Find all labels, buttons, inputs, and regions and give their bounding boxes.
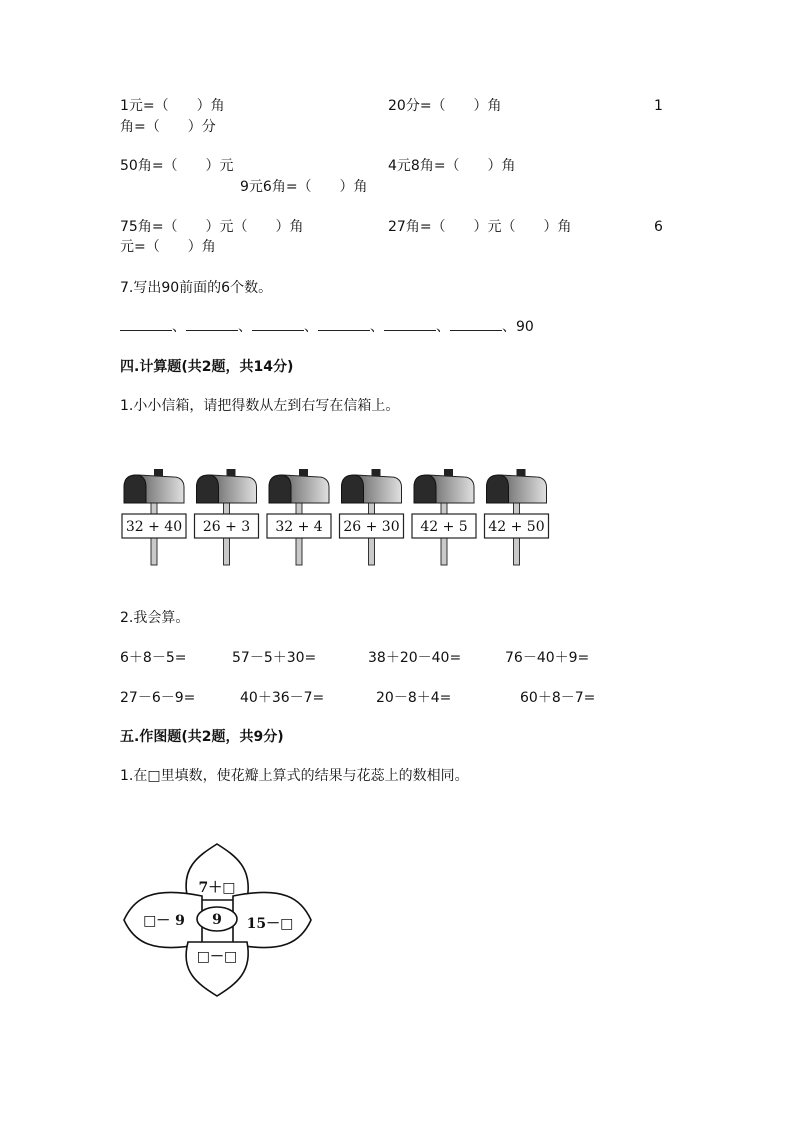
- mailbox-flag: [444, 469, 453, 476]
- mailbox-door: [124, 475, 146, 503]
- q5-1-text: 1.在□里填数，使花瓣上算式的结果与花蕊上的数相同。: [120, 768, 469, 784]
- mailbox-expression: 42 + 5: [420, 519, 468, 535]
- mailbox: [267, 469, 331, 565]
- calc-r1-c3: 38＋20－40=: [368, 650, 462, 666]
- answer-blank[interactable]: [252, 318, 304, 331]
- mailbox-expression: 26 + 30: [343, 519, 400, 535]
- calc-r2-c4: 60＋8－7=: [520, 690, 596, 706]
- money-r1-a: 1元=（ ）角: [120, 98, 225, 114]
- separator: 、: [172, 319, 186, 335]
- money-r1-c1: 1: [654, 98, 663, 114]
- mailbox-expression: 32 + 4: [275, 519, 323, 535]
- section-5-title: 五.作图题(共2题，共9分): [120, 729, 284, 745]
- q7-answer-line: [120, 318, 534, 336]
- mailbox: [412, 469, 476, 565]
- mailbox-row: [118, 465, 558, 575]
- mailbox-flag: [227, 469, 236, 476]
- q4-2-text: 2.我会算。: [120, 610, 190, 626]
- final-number: 90: [516, 319, 534, 335]
- mailbox-door: [269, 475, 291, 503]
- mailbox-expression: 26 + 3: [202, 519, 251, 535]
- money-r2-a: 50角=（ ）元: [120, 158, 234, 174]
- mailbox-door: [342, 475, 364, 503]
- petal-right-text: 15－□: [246, 916, 294, 932]
- mailbox: [122, 469, 186, 565]
- calc-r2-c1: 27－6－9=: [120, 690, 196, 706]
- mailbox-expression: 32 + 40: [125, 519, 183, 535]
- petal-bottom-text: □－□: [196, 949, 238, 965]
- q4-1-text: 1.小小信箱，请把得数从左到右写在信箱上。: [120, 398, 400, 414]
- flower-diagram: [120, 838, 315, 1003]
- separator: 、: [436, 319, 450, 335]
- calc-r1-c1: 6＋8－5=: [120, 650, 187, 666]
- calc-r1-c4: 76－40＋9=: [505, 650, 590, 666]
- answer-blank[interactable]: [450, 318, 502, 331]
- mailbox-door: [487, 475, 509, 503]
- calc-r1-c2: 57－5＋30=: [232, 650, 317, 666]
- money-r2-c: 9元6角=（ ）角: [240, 179, 368, 195]
- mailbox-flag: [517, 469, 526, 476]
- petal-left-text: □－ 9: [143, 913, 185, 929]
- money-r1-b: 20分=（ ）角: [388, 98, 502, 114]
- mailbox: [485, 469, 549, 565]
- mailbox-door: [414, 475, 436, 503]
- petal-top-text: 7＋□: [198, 880, 236, 896]
- money-r3-b: 27角=（ ）元（ ）角: [388, 219, 572, 235]
- mailbox-expression: 42 + 50: [488, 519, 545, 535]
- separator: 、: [304, 319, 318, 335]
- mailbox: [340, 469, 404, 565]
- money-r2-b: 4元8角=（ ）角: [388, 158, 516, 174]
- calc-r2-c3: 20－8＋4=: [376, 690, 452, 706]
- mailbox-flag: [372, 469, 381, 476]
- money-r3-c2: 元=（ ）角: [120, 239, 216, 255]
- answer-blank[interactable]: [186, 318, 238, 331]
- mailbox-door: [197, 475, 219, 503]
- flower-center-number: 9: [212, 912, 222, 928]
- separator: 、: [238, 319, 252, 335]
- money-r3-a: 75角=（ ）元（ ）角: [120, 219, 304, 235]
- separator: 、: [370, 319, 384, 335]
- mailbox-flag: [299, 469, 308, 476]
- section-4-title: 四.计算题(共2题，共14分): [120, 359, 294, 375]
- separator: 、: [502, 319, 516, 335]
- mailbox: [195, 469, 259, 565]
- money-r1-c2: 角=（ ）分: [120, 119, 216, 135]
- q7-text: 7.写出90前面的6个数。: [120, 280, 273, 296]
- calc-r2-c2: 40＋36－7=: [240, 690, 325, 706]
- answer-blank[interactable]: [120, 318, 172, 331]
- answer-blank[interactable]: [318, 318, 370, 331]
- mailbox-flag: [154, 469, 163, 476]
- money-r3-c1: 6: [654, 219, 663, 235]
- answer-blank[interactable]: [384, 318, 436, 331]
